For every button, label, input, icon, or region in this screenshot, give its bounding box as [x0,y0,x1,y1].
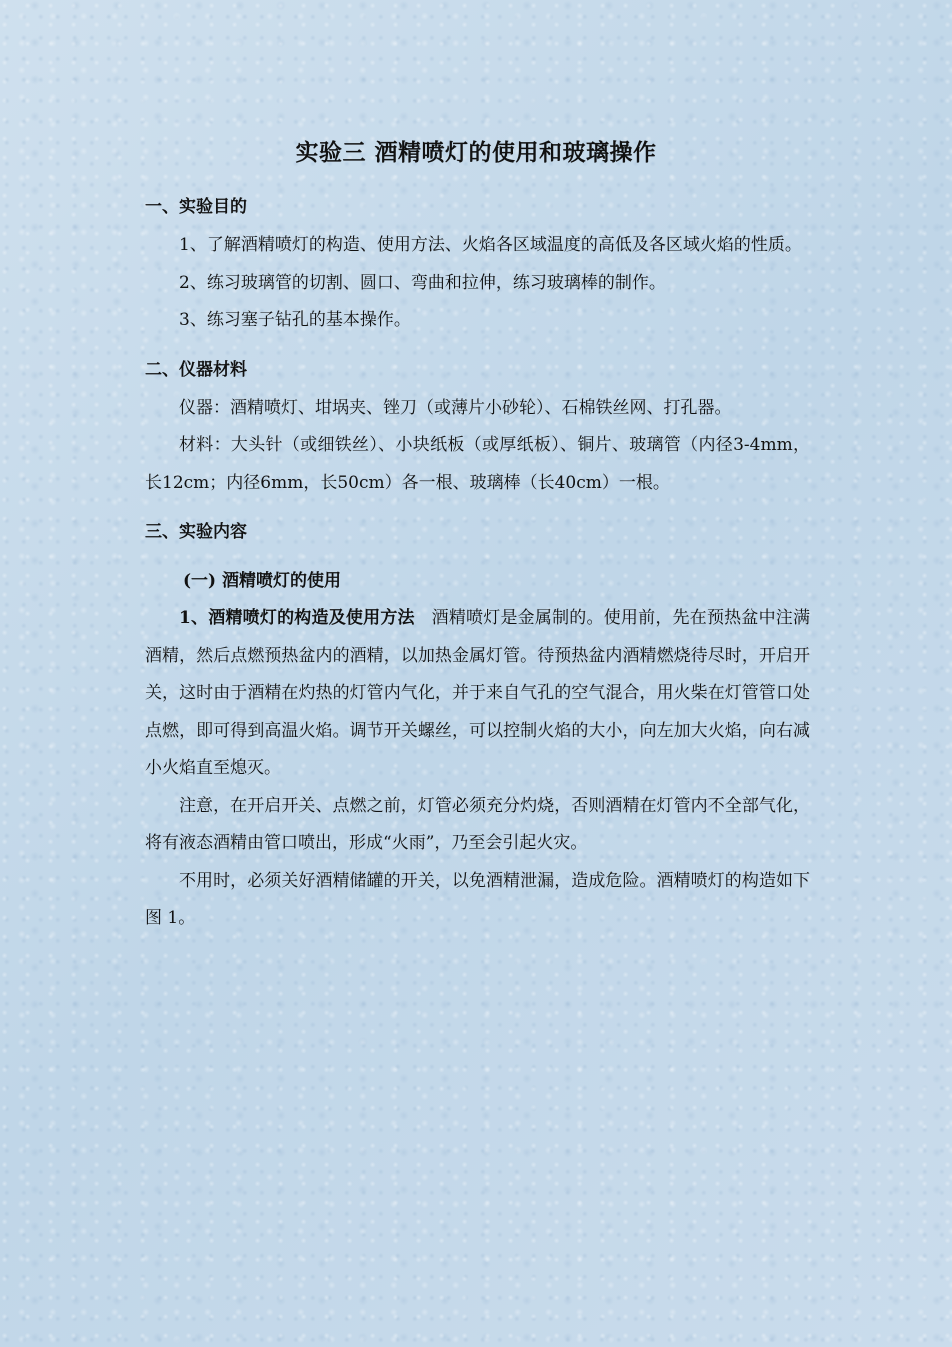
section-materials [145,355,810,503]
purpose-item-3: 3、练习塞子钻孔的基本操作。 [179,310,411,330]
caution-paragraph: 注意，在开启开关、点燃之前，灯管必须充分灼烧，否则酒精在灯管内不全部气化，将有液态酒精由管口喷出，形成“火雨”，乃至会引起火灾。 [145,795,810,853]
purpose-item-1: 1、了解酒精喷灯的构造、使用方法、火焰各区域温度的高低及各区域火焰的性质。 [179,235,802,255]
instruments-paragraph: 仪器：酒精喷灯、坩埚夹、锉刀（或薄片小砂轮）、石棉铁丝网、打孔器。 [179,397,732,418]
storage-paragraph: 不用时，必须关好酒精储罐的开关，以免酒精泄漏，造成危险。酒精喷灯的构造如下图 1。 [145,870,810,928]
section-heading-materials: 二、仪器材料 [145,359,247,380]
section-purpose [145,192,810,340]
section-heading-purpose: 一、实验目的 [145,197,247,217]
purpose-item-2: 2、练习玻璃管的切割、圆口、弯曲和拉伸，练习玻璃棒的制作。 [179,272,666,293]
document-body [145,192,810,938]
page-title: 实验三 酒精喷灯的使用和玻璃操作 [295,139,657,166]
lamp-structure-text: 酒精喷灯是金属制的。使用前，先在预热盆中注满酒精，然后点燃预热盆内的酒精，以加热金属灯管。待预热盆内酒精燃烧待尽时，开启开关，这时由于酒精在灼热的灯管内气化，并于来自气孔的空气混合，用火柴在灯管管口处点燃，即可得到高温火焰。调节开关螺丝，可以控制火焰的大小，向左加大火焰，向右减小火焰直至熄灭。 [145,608,811,778]
lamp-structure-paragraph [145,600,810,788]
section-content [145,517,810,938]
section-heading-content: 三、实验内容 [145,522,247,542]
subsection-heading-lamp-use: (一) 酒精喷灯的使用 [183,571,342,591]
materials-paragraph: 材料：大头针（或细铁丝）、小块纸板（或厚纸板）、铜片、玻璃管（内径3-4mm，长12cm；内径6mm，长50cm）各一根、玻璃棒（长40cm）一根。 [145,435,810,493]
lamp-structure-lead: 1、酒精喷灯的构造及使用方法 [179,608,415,628]
